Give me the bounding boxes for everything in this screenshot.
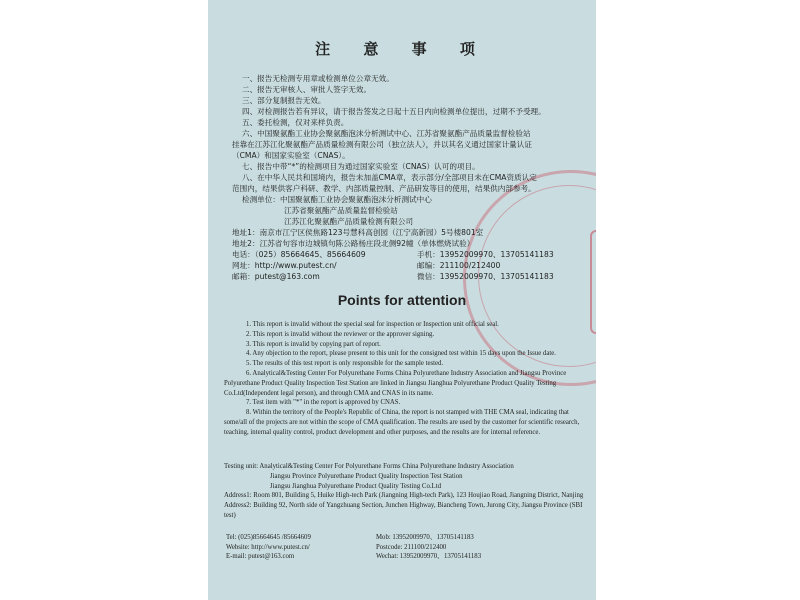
cn-email: 邮箱：putest@163.com [232,272,320,281]
en-contact-row-2 [226,543,586,553]
cn-mobile: 手机：13952009970、13705141183 [417,250,554,259]
en-testing-unit-label: Testing unit: Analytical&Testing Center For Polyurethane Forms China Polyurethane Industry Association [224,463,514,470]
en-point-1: 1. This report is invalid without the special seal for inspection or Inspection unit official seal. [246,321,499,328]
en-testing-unit-line-2: Jiangsu Jianghua Polyurethane Product Quality Testing Co.Ltd [270,482,442,490]
cn-unit-line-1: 江苏省聚氨酯产品质量监督检验站 [284,206,398,215]
en-point-2: 2. This report is invalid without the reviewer or the approver signing. [246,330,435,338]
en-points [224,320,586,438]
cn-note-6-cont2: （CMA）和国家实验室（CNAS）。 [232,151,350,160]
en-point-3: 3. This report is invalid by copying part of report. [246,340,381,348]
en-wechat: Wechat: 13952009970、13705141183 [376,553,482,561]
cn-note-1: 一、报告无检测专用章或检测单位公章无效。 [242,74,394,83]
cn-website: 网址：http://www.putest.cn/ [232,261,337,270]
en-point-7: 7. Test item with "*" in the report is approved by CNAS. [246,399,401,407]
en-postcode: Postcode: 211100/212400 [376,543,447,551]
en-point-5: 5. The results of this test report is only responsible for the sample tested. [246,360,444,368]
en-contact-row-3 [226,552,586,562]
document-page [208,0,596,600]
cn-notes [232,73,582,282]
en-tel: Tel: (025)85664645 /85664609 [226,534,311,541]
en-website: Website: http://www.putest.cn/ [226,543,310,551]
side-stamp [590,230,596,334]
page-title-cn: 注 意 事 项 [315,40,489,58]
cn-note-6: 六、中国聚氨酯工业协会聚氨酯泡沫分析测试中心、江苏省聚氨酯产品质量监督检验站 [242,129,531,138]
cn-note-4: 四、对检测报告若有异议，请于报告签发之日起十五日内向检测单位提出，过期不予受理。 [242,107,546,116]
cn-note-2: 二、报告无审核人、审批人签字无效。 [242,85,372,94]
en-testing-unit [224,462,586,521]
cn-address-1: 地址1：南京市江宁区侯焦路123号慧科高创园（江宁高新园）5号楼801室 [232,228,484,237]
cn-address-2: 地址2：江苏省句容市边城镇句陈公路杨庄段北侧92幢（单体燃烧试验） [232,239,475,248]
en-contact-row-1 [226,533,586,543]
cn-note-7: 七、报告中带“*”的检测项目为通过国家实验室（CNAS）认可的项目。 [242,162,480,171]
en-testing-unit-line-1: Jiangsu Province Polyurethane Product Quality Inspection Test Station [270,472,463,480]
cn-phone: 电话：（025）85664645、85664609 [232,250,366,259]
en-contact [226,533,586,562]
en-point-4: 4. Any objection to the report, please present to this unit for the consigned test within 15 days upon the Issue date. [246,350,556,358]
en-address-1: Address1: Room 801, Building 5, Huike High-tech Park (Jiangning High-tech Park), 123 Houjiao Road, Jiangning District, Nanjing [224,492,584,500]
en-point-6: 6. Analytical&Testing Center For Polyurethane Forms China Polyurethane Industry Association and Jiangsu Province Polyurethane Product Quality Inspection Test Station are linked in Jiangsu Jianghua Polyurethane Product Quality Testing Co.Ltd(Independent legal person), and through CMA and CNAS in its name. [224,369,567,397]
en-mob: Mob: 13952009970、13705141183 [376,534,474,541]
cn-note-8: 八、在中华人民共和国境内，报告未加盖CMA章，表示部分/全部项目未在CMA资质认定 [242,173,537,182]
cn-note-8-cont: 范围内，结果供客户科研、教学、内部质量控制、产品研发等目的使用，结果供内部参考。 [232,184,536,193]
page-title-en: Points for attention [337,292,467,308]
cn-postcode: 邮编：211100/212400 [417,261,501,270]
cn-note-3: 三、部分复制报告无效。 [242,96,326,105]
cn-note-5: 五、委托检测，仅对来样负责。 [242,118,349,127]
cn-contact-row-3 [232,271,582,282]
en-point-8: 8. Within the territory of the People's Republic of China, the report is not stamped with THE CMA seal, indicating that some/all of the projects are not within the scope of CMA qualification. The results are used by the customer for scientific research, teaching, internal quality control, product development and other purposes, and the results are for internal reference. [224,409,580,436]
cn-note-6-cont: 挂靠在江苏江化聚氨酯产品质量检测有限公司（独立法人），并以其名义通过国家计量认证 [232,140,532,149]
cn-wechat: 微信：13952009970、13705141183 [417,272,554,281]
cn-unit-label: 检测单位：中国聚氨酯工业协会聚氨酯泡沫分析测试中心 [242,195,432,204]
en-email: E-mail: putest@163.com [226,553,295,561]
cn-unit-line-2: 江苏江化聚氨酯产品质量检测有限公司 [284,217,414,226]
en-address-2: Address2: Building 92, North side of Yangzhuang Section, Junchen Highway, Biancheng Town, Jurong City, Jiangsu Province (SBI test) [224,502,583,519]
cn-contact-row-2 [232,260,582,271]
cn-contact-row-1 [232,249,582,260]
